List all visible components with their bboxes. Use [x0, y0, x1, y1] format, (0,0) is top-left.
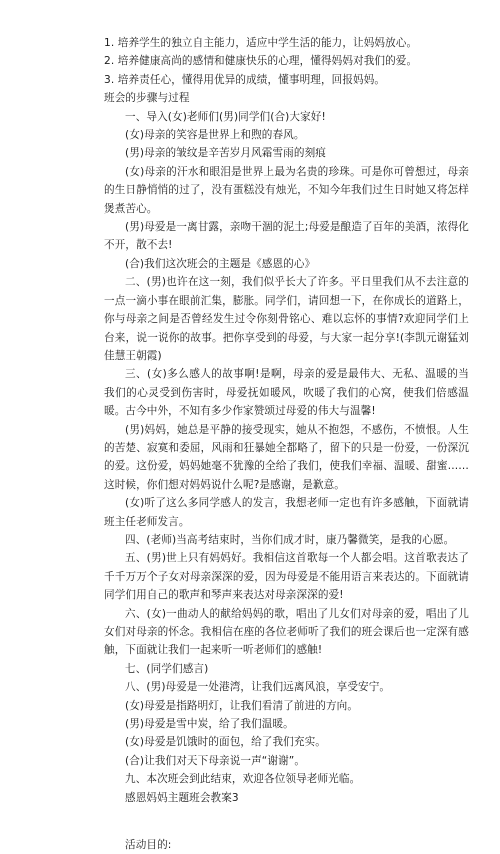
paragraph: (女)母爱是饥饿时的面包，给了我们充实。: [125, 736, 326, 749]
paragraph: (女)母亲的笑容是世界上和煦的春风。: [125, 129, 305, 142]
blank-gap: [104, 807, 469, 836]
paragraph: 四、(老师)当高考结束时，当你们成才时，康乃馨微笑，是我的心愿。: [125, 533, 455, 546]
paragraph: 班会的步骤与过程: [104, 92, 190, 105]
paragraph: (合)让我们对天下母亲说一声“谢谢”。: [125, 754, 306, 767]
paragraph: 九、本次班会到此结束，欢迎各位领导老师光临。: [125, 773, 361, 786]
paragraph: 一、导入(女)老师们(男)同学们(合)大家好!: [125, 110, 326, 123]
activity-purpose-heading: 活动目的:: [125, 839, 172, 852]
paragraph: 感恩妈妈主题班会教案3: [125, 791, 239, 804]
paragraph: 三、(女)多么感人的故事啊!是啊，母亲的爱是最伟大、无私、温暖的当我们的心灵受到伤害时，母爱抚如暖风，吹暖了我们的心窝，使我们倍感温暖。古今中外，不知有多少作家赞颂过母爱的伟大与温馨!: [104, 368, 469, 418]
paragraph: (男)母爱是一离甘露，亲吻干涸的泥土;母爱是酿造了百年的美酒，浓得化不开，散不去!: [104, 221, 469, 252]
paragraph: 1. 培养学生的独立自主能力，适应中学生活的能力，让妈妈放心。: [104, 37, 418, 49]
document-body: [104, 34, 469, 854]
paragraph-list: [104, 34, 469, 807]
paragraph: (男)母爱是雪中炭，给了我们温暖。: [125, 718, 294, 731]
paragraph: 七、(同学们感言): [125, 662, 209, 675]
paragraph: 五、(男)世上只有妈妈好。我相信这首歌每一个人都会唱。这首歌表达了千千万万个子女对母亲深深的爱，因为母爱是不能用语言来表达的。下面就请同学们用自己的歌声和琴声来表达对母亲深深的爱!: [104, 552, 469, 602]
paragraph: 3. 培养责任心，懂得用优异的成绩，懂事明理，回报妈妈。: [104, 73, 386, 86]
paragraph: (男)妈妈，她总是平静的接受现实，她从不抱怨，不感伤，不愤恨。人生的苦楚、寂寞和委屈，风雨和狂暴她全都略了，留下的只是一份爱，一份深沉的爱。这份爱，妈妈她毫不犹豫的全给了我们，使我们幸福、温暖、甜蜜……这时候，你们想对妈妈说什么呢?是感谢，是歉意。: [104, 423, 469, 491]
paragraph: (女)母亲的汗水和眼泪是世界上最为名贵的珍珠。可是你可曾想过，母亲的生日静悄悄的过了，没有蛋糕没有烛光，不知今年我们过生日时她又将怎样煲煮苦心。: [104, 165, 469, 215]
paragraph: 二、(男)也许在这一刻，我们似乎长大了许多。平日里我们从不去注意的一点一滴小事在眼前汇集，膨胀。同学们，请回想一下，在你成长的道路上，你与母亲之间是否曾经发生过令你刻骨铭心、难以忘怀的事情?欢迎同学们上台来，说一说你的故事。把你享受到的母爱，与大家一起分享!(李凯元谢猛刘佳慧王朝霞): [104, 276, 469, 362]
paragraph: 八、(男)母爱是一处港湾，让我们远离风浪，享受安宁。: [125, 681, 391, 694]
paragraph: (合)我们这次班会的主题是《感恩的心》: [125, 257, 316, 270]
paragraph: (女)听了这么多同学感人的发言，我想老师一定也有许多感触，下面就请班主任老师发言。: [104, 497, 469, 528]
paragraph: (男)母亲的皱纹是辛苦岁月风霜雪雨的刻痕: [125, 147, 326, 160]
paragraph: 六、(女)一曲动人的献给妈妈的歌，唱出了儿女们对母亲的爱，唱出了儿女们对母亲的怀念。我相信在座的各位老师听了我们的班会课后也一定深有感触，下面就让我们一起来听一听老师们的感触!: [104, 607, 469, 657]
paragraph: 2. 培养健康高尚的感情和健康快乐的心理，懂得妈妈对我们的爱。: [104, 55, 418, 68]
paragraph: (女)母爱是指路明灯，让我们看清了前进的方向。: [125, 699, 359, 712]
